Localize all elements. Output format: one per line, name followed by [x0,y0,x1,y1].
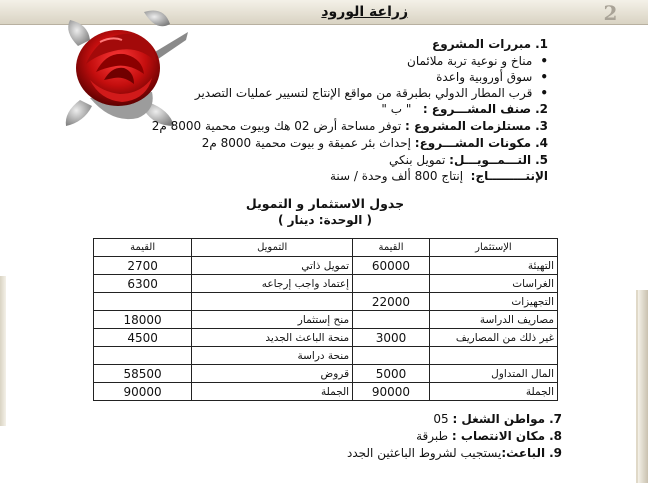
header-investment-value: القيمة [353,239,430,257]
item-5 [389,153,548,167]
header-investment: الإستثمار [429,239,557,257]
item-label: مواطن الشغل : [452,412,546,426]
item-value: 05 [433,412,449,426]
item-7 [433,412,562,426]
table-row [94,275,558,293]
cell-financing-value: 2700 [94,257,192,275]
item-number: 5. [535,153,548,167]
cell-financing: إعتماد واجب إرجاعه [192,275,353,293]
cell-financing-value: 18000 [94,311,192,329]
item-9 [347,446,562,460]
cell-investment-value: 5000 [353,365,430,383]
item-value: تمويل بنكي [389,153,446,167]
bullet-text: قرب المطار الدولي بطبرقة من مواقع الإنتاج لتسيير عمليات التصدير [194,86,533,100]
item-value: إحداث بئر عميقة و بيوت محمية 8000 م2 [201,136,411,150]
table-header-row [94,239,558,257]
cell-investment: التهيئة [429,257,557,275]
item-label: صنف المشـــروع : [422,102,532,116]
table-row [94,329,558,347]
cell-investment: غير ذلك من المصاريف [429,329,557,347]
bullet-item [436,70,548,84]
cell-investment-value [353,347,430,365]
cell-financing-value: 58500 [94,365,192,383]
cell-investment: الغراسات [429,275,557,293]
page-title: زراعة الورود [321,4,408,20]
cell-financing: الجملة [192,383,353,401]
item-3 [152,119,548,133]
bullet-text: مناخ و نوعية تربة ملائمان [407,54,533,68]
cell-investment: الجملة [429,383,557,401]
item-value: طبرقة [416,429,449,443]
item-value: توفر مساحة أرض 02 هك وبيوت محمية 8000 م2 [151,119,402,133]
cell-financing: قروض [192,365,353,383]
cell-investment-value [353,311,430,329]
cell-financing: منحة دراسة [192,347,353,365]
rose-image [60,2,190,132]
table-unit: ( الوحدة: دينار ) [277,213,373,227]
table-row [94,365,558,383]
cell-investment-value: 90000 [353,383,430,401]
table-total-row [94,383,558,401]
item-1 [432,37,548,51]
item-value: إنتاج 800 ألف وحدة / سنة [329,169,464,183]
item-label: مكان الانتصاب : [451,429,546,443]
item-label: مبررات المشروع [432,37,532,51]
cell-financing-value [94,293,192,311]
right-frame-line [636,290,638,483]
item-number: 8. [549,429,562,443]
cell-investment-value: 22000 [353,293,430,311]
cell-financing-value [94,347,192,365]
table-row [94,311,558,329]
cell-financing [192,293,353,311]
item-4 [202,136,548,150]
table-row [94,347,558,365]
cell-investment-value [353,275,430,293]
investment-financing-table [93,238,558,401]
item-8 [416,429,562,443]
item-number: 7. [549,412,562,426]
cell-investment: مصاريف الدراسة [429,311,557,329]
item-number: 3. [535,119,548,133]
table-row [94,257,558,275]
cell-investment-value: 60000 [353,257,430,275]
cell-investment-value: 3000 [353,329,430,347]
item-number: 1. [535,37,548,51]
cell-financing: تمويل ذاتي [192,257,353,275]
table-row [94,293,558,311]
cell-financing-value: 4500 [94,329,192,347]
cell-investment: التجهيزات [429,293,557,311]
cell-financing: منحة الباعث الجديد [192,329,353,347]
cell-investment [429,347,557,365]
item-2 [381,102,548,116]
right-frame-edge [638,290,648,483]
left-frame-edge [0,276,6,426]
bullet-item [195,86,548,100]
cell-investment: المال المتداول [429,365,557,383]
table-title: جدول الاستثمار و التمويل [245,196,405,211]
item-label: التـــمــويـــل: [449,153,532,167]
item-label: مستلزمات المشروع : [405,119,532,133]
bullet-item [407,54,548,68]
item-number: 2. [535,102,548,116]
item-label: الإنتـــــــــاج: [470,169,548,183]
bullet-text: سوق أوروبية واعدة [436,70,533,84]
header-financing: التمويل [192,239,353,257]
item-number: 9. [549,446,562,460]
header-financing-value: القيمة [94,239,192,257]
item-value: " ب " [381,102,412,116]
item-number: 4. [535,136,548,150]
cell-financing: منح إستثمار [192,311,353,329]
item-label: الباعث: [501,446,546,460]
slide-number: 2 [603,1,619,25]
cell-financing-value: 6300 [94,275,192,293]
item-6 [330,169,548,183]
item-label: مكونات المشـــروع: [414,136,532,150]
cell-financing-value: 90000 [94,383,192,401]
item-value: يستجيب لشروط الباعثين الجدد [347,446,502,460]
